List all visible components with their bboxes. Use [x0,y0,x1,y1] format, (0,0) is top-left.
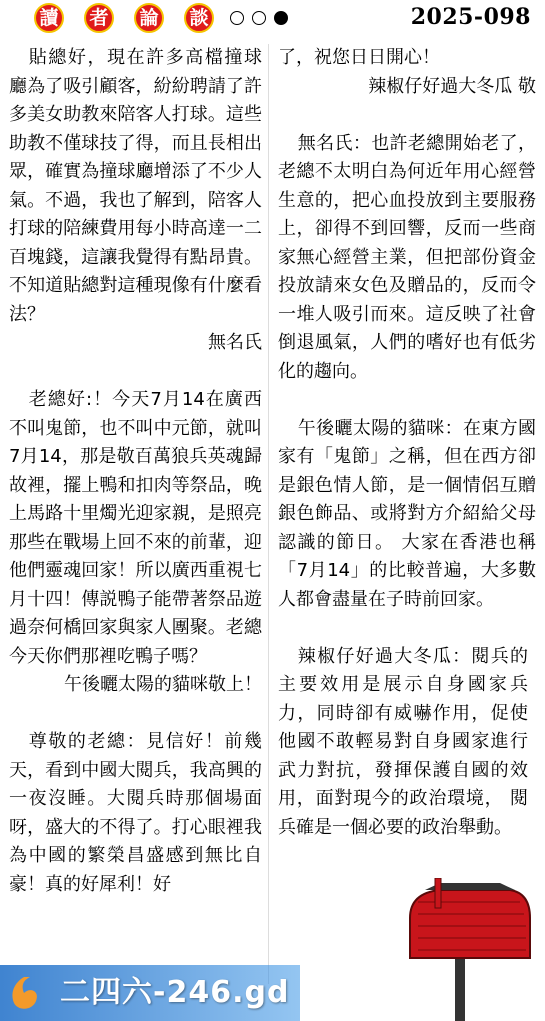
title-char-2: 者 [84,3,114,33]
letter-1-sign: 無名氏 [208,332,262,353]
left-column [9,44,262,899]
reply-3: 辣椒仔好過大冬瓜：閱兵的主要效用是展示自身國家兵力，同時卻有威嚇作用，促使他國不敢輕易對自身國家進行武力對抗，發揮保護自國的效用，面對現今的政治環境， 閱兵確是一個必要的政治舉動。 [278,645,528,838]
header [0,0,545,40]
letter-3-body: 尊敬的老總：見信好！前幾天，看到中國大閱兵，我高興的一夜沒睡。大閱兵時那個場面呀，盛大的不得了。打心眼裡我為中國的繁榮昌盛感到無比自豪！真的好犀利！好 [9,731,262,895]
letter-3-continuation: 了，祝您日日開心！ [278,47,440,68]
letter-2-body: 老總好:！今天7月14在廣西不叫鬼節，也不叫中元節，就叫7月14，那是敬百萬狼兵英魂歸故裡，擺上鴨和扣肉等祭品，晚上馬路十里燭光迎家親，是照亮那些在戰場上回不來的前輩，迎他們靈魂回家！所以廣西重視七月十四！傳説鴨子能帶著祭品遊過奈何橋回家與家人團聚。老總今天你們那裡吃鴨子嗎？ [9,389,262,667]
title-char-3: 論 [134,3,164,33]
column-divider [268,44,269,984]
watermark-text: 二四六-246.gd [60,975,290,1010]
letter-2-sign: 午後曬太陽的貓咪敬上！ [64,674,262,695]
circle-empty-2 [252,11,266,25]
letter-1-body: 貼總好，現在許多高檔撞球廳為了吸引顧客，紛紛聘請了許多美女助教來陪客人打球。這些助教不僅球技了得，而且長相出眾，確實為撞球廳增添了不少人氣。不過，我也了解到，陪客人打球的陪練費用每小時高達一二百塊錢，這讓我覺得有點昂貴。不知道貼總對這種現像有什麼看法？ [9,47,262,325]
title-char-4: 談 [184,3,214,33]
reply-2: 午後曬太陽的貓咪：在東方國家有「鬼節」之稱，但在西方卻是銀色情人節，是一個情侶互贈銀色飾品、或將對方介紹給父母認識的節日。 大家在香港也稱「7月14」的比較普遍，大多數人都會盡量在子時前回家。 [278,417,536,610]
issue-number: 2025-098 [410,4,531,30]
mailbox-icon [400,878,535,1021]
right-column [278,44,536,842]
circle-filled [274,11,288,25]
watermark-logo-icon [6,973,42,1013]
letter-3-sign: 辣椒仔好過大冬瓜 敬 [368,75,536,97]
reply-1: 無名氏：也許老總開始老了，老總不太明白為何近年用心經營生意的，把心血投放到主要服務上，卻得不到回響，反而一些商家無心經營主業，但把部份資金投放請來女色及贈品的，反而令一堆人吸引而來。這反映了社會倒退風氣，人們的嗜好也有低劣化的趨向。 [278,132,536,382]
circle-empty-1 [230,11,244,25]
watermark [0,965,300,1021]
title-char-1: 讀 [34,3,64,33]
